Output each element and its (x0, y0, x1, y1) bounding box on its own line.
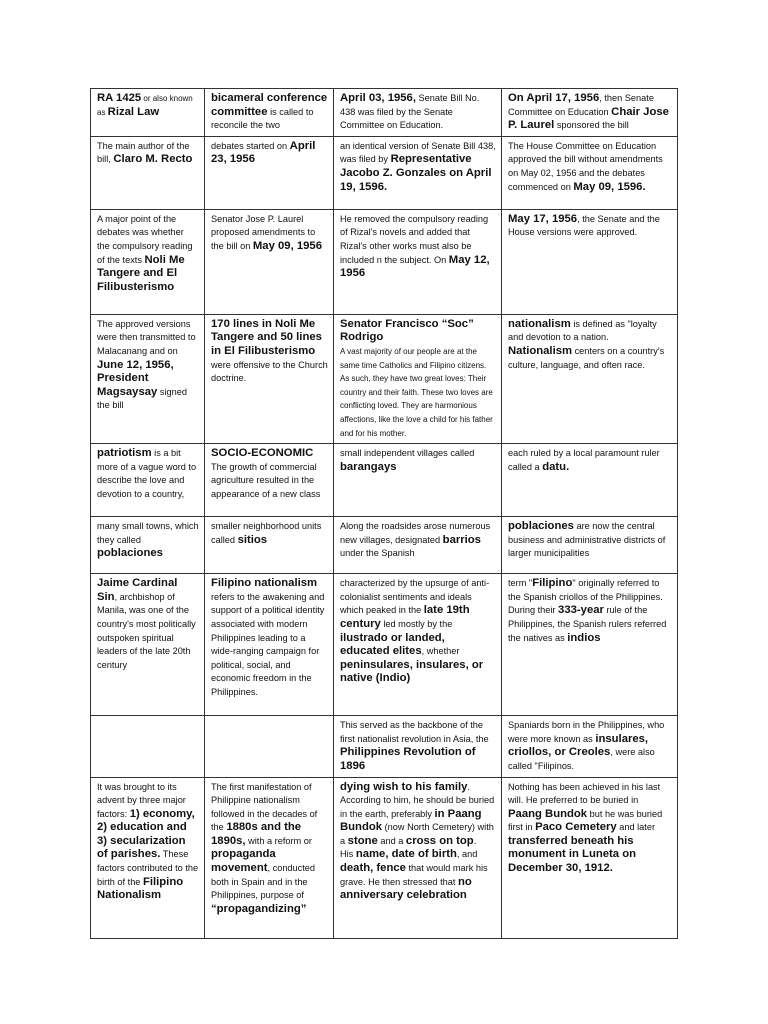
cell-text: , conducted both in Spain and in the Philippines, purpose of (211, 863, 316, 901)
cell-text: According to him, he should be buried in the earth, preferably (340, 795, 495, 819)
emphasis-text: death, fence (340, 862, 406, 875)
cell-text: , and (456, 849, 478, 860)
cell-text: are now the central business and administrative districts of larger municipalities (508, 521, 666, 559)
cell-text: each ruled by a local paramount ruler called a (508, 448, 660, 472)
cell-text: He removed the compulsory reading of Rizal's novels and added that Rizal's other works must also be included n the subject. On (340, 213, 489, 265)
cell-text: debates started on (211, 140, 290, 151)
emphasis-text: Paco Cemetery (535, 821, 617, 834)
cell-text: but he was buried first in (508, 808, 663, 833)
cell-text: small independent villages called (340, 448, 475, 459)
table-cell (91, 716, 205, 777)
cell-text: A major point of the debates was whether the compulsory reading of the texts (97, 213, 193, 265)
emphasis-text: Philippines Revolution of 1896 (340, 746, 476, 772)
table-cell (205, 314, 334, 443)
emphasis-text: patriotism (97, 447, 152, 460)
emphasis-text: poblaciones (508, 520, 574, 533)
emphasis-text: May 09, 1596. (573, 180, 646, 193)
emphasis-text: Senator Francisco “Soc” Rodrigo (340, 317, 474, 344)
table-cell (502, 716, 678, 777)
table-cell (91, 517, 205, 574)
table-cell (91, 136, 205, 209)
table-row (91, 136, 678, 209)
cell-text: (now North Cemetery) with a (340, 822, 494, 846)
emphasis-text: indios (567, 631, 601, 644)
emphasis-text: June 12, 1956, President Magsaysay (97, 358, 174, 398)
emphasis-text: Nationalism (508, 344, 573, 357)
cell-text: The first manifestation of Philippine nationalism followed in the decades of the (211, 781, 318, 833)
cell-text: term " (508, 578, 533, 589)
cell-text: that would mark his grave. He then stressed that (340, 863, 488, 887)
emphasis-text: cross on top (405, 834, 474, 847)
cell-text: refers to the awakening and support of a political identity associated with modern Philippines leading to a wide-ranging campaign for political, social, and economic freedom in the Philippines. (211, 591, 325, 697)
cell-text: It was brought to its advent by three major factors: (97, 781, 186, 819)
table-cell (205, 777, 334, 938)
cell-text: , the Senate and the House versions were approved. (508, 213, 660, 238)
cell-text: smaller neighborhood units called (211, 521, 322, 545)
cell-text: . (467, 781, 470, 792)
emphasis-text: Filipino nationalism (211, 577, 318, 590)
table-cell (91, 444, 205, 517)
emphasis-text: Rizal Law (107, 105, 160, 118)
emphasis-text: propaganda movement (211, 848, 276, 875)
cell-text: signed the bill (97, 386, 187, 411)
emphasis-text: May 12, 1956 (340, 253, 490, 280)
table-row (91, 716, 678, 777)
emphasis-text: Filipino (532, 577, 573, 590)
emphasis-text: late 19th century (340, 604, 470, 630)
table-cell (91, 89, 205, 137)
cell-text: , were also called "Filipinos. (508, 747, 655, 771)
emphasis-text: peninsulares, insulares, or native (Indio) (340, 658, 484, 685)
emphasis-text: 333-year (558, 604, 604, 617)
table-cell (502, 209, 678, 314)
table-row (91, 89, 678, 137)
cell-text: under the Spanish (340, 548, 415, 559)
table-cell (334, 89, 502, 137)
emphasis-text: On April 17, 1956 (508, 92, 600, 104)
table-cell (334, 777, 502, 938)
table-cell (334, 517, 502, 574)
table-cell (334, 136, 502, 209)
cell-text: , then Senate Committee on Education (508, 93, 654, 117)
emphasis-text: April 03, 1956, (340, 92, 416, 104)
emphasis-text: SOCIO-ECONOMIC (211, 447, 314, 460)
emphasis-text: Chair Jose P. Laurel (508, 105, 669, 132)
emphasis-text: May 09, 1956 (252, 239, 322, 252)
emphasis-text: ilustrado or landed, educated elites (340, 631, 445, 658)
notes-sheet (90, 88, 677, 939)
table-cell (334, 209, 502, 314)
emphasis-text: April 23, 1956 (211, 139, 316, 166)
cell-text: " originally referred to the Spanish criollos of the Philippines. During their (508, 578, 663, 616)
table-cell (91, 574, 205, 716)
table-cell (502, 574, 678, 716)
cell-text: Senate Bill No. 438 was filed by the Senate Committee on Education. (340, 93, 480, 131)
cell-text: with a reform or (245, 835, 312, 846)
cell-text: Nothing has been achieved in his last will. He preferred to be buried in (508, 781, 661, 806)
cell-text: and a (377, 835, 406, 846)
table-cell (502, 314, 678, 443)
table-cell (502, 777, 678, 938)
cell-text: or also known as (97, 94, 193, 117)
emphasis-text: Representative Jacobo Z. Gonzales on April 19, 1596. (340, 153, 492, 193)
cell-text: The House Committee on Education approved the bill without amendments on May 02, 1956 and the debates commenced on (508, 140, 663, 192)
emphasis-text: Jaime Cardinal Sin (97, 577, 178, 603)
table-cell (205, 444, 334, 517)
table-cell (205, 136, 334, 209)
table-cell (502, 444, 678, 517)
notes-table-body (91, 89, 678, 939)
cell-text: His (340, 849, 356, 860)
cell-text: Senator Jose P. Laurel proposed amendments to the bill on (211, 213, 316, 251)
table-cell (205, 574, 334, 716)
emphasis-text: dying wish to his family (340, 780, 468, 793)
table-cell (91, 777, 205, 938)
cell-text: , archbishop of Manila, was one of the country's most politically outspoken spiritual leaders of the late 20th century (97, 591, 196, 670)
notes-table (90, 88, 678, 939)
table-cell (91, 314, 205, 443)
emphasis-text: in Paang Bundok (340, 807, 482, 834)
table-cell (91, 209, 205, 314)
emphasis-text: Paang Bundok (508, 807, 588, 820)
emphasis-text: transferred beneath his monument in Luneta on December 30, 1912. (508, 834, 637, 875)
table-row (91, 444, 678, 517)
cell-text: is called to reconcile the two (211, 106, 314, 131)
emphasis-text: no anniversary celebration (340, 875, 472, 902)
table-row (91, 777, 678, 938)
cell-text: an identical version of Senate Bill 438, was filed by (340, 140, 496, 165)
emphasis-text: 170 lines in Noli Me Tangere and 50 lines in El Filibusterismo (211, 317, 322, 357)
cell-text: and later (616, 822, 656, 833)
emphasis-text: Noli Me Tangere and El Filibusterismo (97, 253, 185, 293)
cell-text: This served as the backbone of the first nationalist revolution in Asia, the (340, 720, 489, 744)
cell-text: The growth of commercial agriculture resulted in the appearance of a new class (211, 461, 321, 499)
table-cell (502, 517, 678, 574)
emphasis-text: bicameral conference committee (211, 92, 328, 118)
cell-text: sponsored the bill (554, 120, 629, 131)
table-cell (334, 716, 502, 777)
table-cell (334, 314, 502, 443)
cell-text: . (473, 835, 477, 846)
cell-text: Spaniards born in the Philippines, who were more known as (508, 720, 665, 744)
table-row (91, 314, 678, 443)
table-cell (502, 89, 678, 137)
cell-text: The approved versions were then transmitted to Malacanang and on (97, 318, 196, 356)
cell-text: Along the roadsides arose numerous new villages, designated (340, 521, 491, 545)
cell-text: characterized by the upsurge of anti-colonialist sentiments and ideals which peaked in the (340, 578, 490, 616)
cell-text: were offensive to the Church doctrine. (211, 359, 328, 384)
emphasis-text: “propagandizing” (211, 902, 307, 915)
cell-text: is a bit more of a vague word to describe the love and devotion to a country, (97, 448, 197, 499)
emphasis-text: insulares, criollos, or Creoles (508, 732, 649, 759)
cell-text: The main author of the bill, (97, 140, 190, 165)
emphasis-text: poblaciones (97, 547, 163, 560)
table-cell (205, 517, 334, 574)
emphasis-text: Filipino Nationalism (97, 875, 184, 902)
emphasis-text: sitios (237, 533, 268, 546)
table-row (91, 517, 678, 574)
cell-text: These factors contributed to the birth of the (97, 849, 199, 887)
cell-text: many small towns, which they called (97, 521, 199, 545)
cell-text: , whether (421, 646, 460, 657)
emphasis-text: stone (347, 834, 378, 847)
cell-text: A vast majority of our people are at the same time Catholics and Filipino citizens. As such, they have two great loves: Their country and their faith. These two loves are conflicting loved. They are harmonious affections, like the love a child for his father and for his mother. (340, 346, 493, 438)
emphasis-text: 1880s and the 1890s, (211, 821, 302, 847)
table-row (91, 574, 678, 716)
emphasis-text: May 17, 1956 (508, 212, 578, 225)
emphasis-text: Claro M. Recto (113, 153, 193, 166)
table-cell (502, 136, 678, 209)
cell-text: centers on a country's culture, language, and often race. (508, 345, 665, 370)
table-cell (334, 574, 502, 716)
cell-text: is defined as "loyalty and devotion to a nation. (508, 318, 657, 343)
emphasis-text: nationalism (508, 317, 571, 330)
emphasis-text: name, date of birth (355, 848, 457, 861)
table-cell (334, 444, 502, 517)
emphasis-text: barangays (340, 460, 397, 473)
table-cell (205, 716, 334, 777)
cell-text: rule of the Philippines, the Spanish rulers referred the natives as (508, 605, 667, 643)
table-cell (205, 89, 334, 137)
emphasis-text: barrios (442, 533, 481, 546)
emphasis-text: datu. (542, 460, 570, 473)
emphasis-text: RA 1425 (97, 92, 142, 104)
emphasis-text: 1) economy, 2) education and 3) secularization of parishes. (97, 807, 195, 861)
cell-text: led mostly by the (380, 618, 453, 629)
table-cell (205, 209, 334, 314)
table-row (91, 209, 678, 314)
